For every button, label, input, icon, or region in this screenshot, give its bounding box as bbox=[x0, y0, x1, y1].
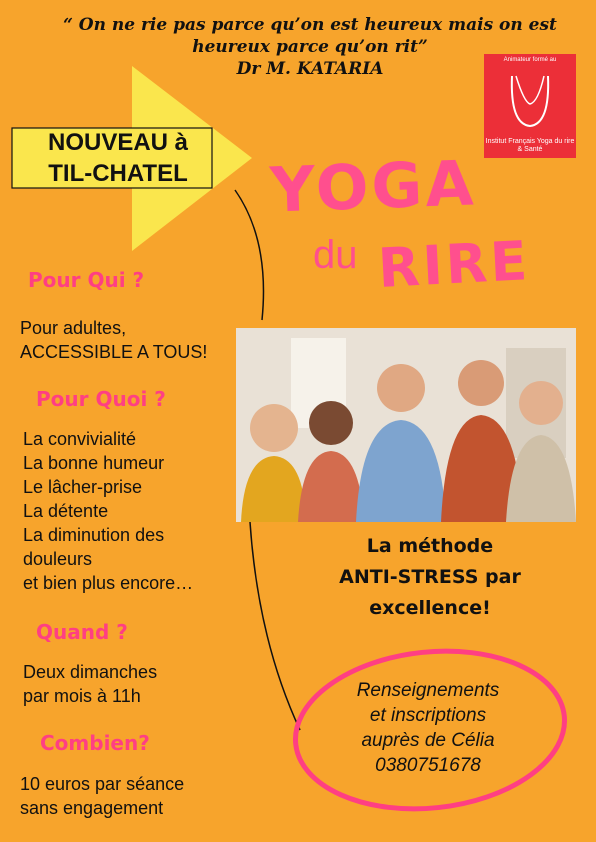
logo-bottom-text: Institut Français Yoga du rire & Santé bbox=[485, 138, 575, 153]
list-item: Pour adultes, bbox=[20, 318, 127, 338]
list-item: La convivialité bbox=[23, 429, 137, 449]
logo-top-text: Animateur formé au bbox=[503, 57, 557, 63]
section-body-pour-qui bbox=[20, 316, 207, 364]
title-du: du bbox=[313, 233, 358, 277]
list-item: La bonne humeur bbox=[23, 453, 165, 473]
title-yoga: YOGA bbox=[268, 146, 478, 227]
section-body-quand bbox=[23, 660, 157, 708]
title-rire: RIRE bbox=[376, 229, 532, 300]
quote-text: “ On ne rie pas parce qu’on est heureux mais on est heureux parce qu’on rit” bbox=[63, 15, 557, 57]
section-heading-quand: Quand ? bbox=[36, 620, 128, 644]
section-heading-pour-quoi: Pour Quoi ? bbox=[36, 387, 166, 411]
banner-line2: TIL-CHATEL bbox=[48, 160, 188, 187]
methode-line1: La méthode bbox=[366, 535, 494, 557]
group-laughing-photo bbox=[236, 328, 576, 522]
methode-line2: ANTI-STRESS par bbox=[339, 566, 521, 588]
section-body-pour-quoi bbox=[23, 427, 193, 595]
list-item: et bien plus encore… bbox=[23, 573, 194, 593]
contact-info bbox=[318, 678, 538, 778]
list-item: 10 euros par séance bbox=[20, 774, 185, 794]
contact-line2: et inscriptions bbox=[369, 705, 487, 726]
list-item: ACCESSIBLE A TOUS! bbox=[20, 342, 208, 362]
quote-author: Dr M. KATARIA bbox=[236, 59, 384, 79]
contact-line3: auprès de Célia bbox=[361, 730, 495, 751]
list-item: douleurs bbox=[23, 549, 93, 569]
section-heading-combien: Combien? bbox=[40, 731, 150, 755]
methode-text bbox=[300, 531, 560, 624]
section-heading-pour-qui: Pour Qui ? bbox=[28, 268, 145, 292]
banner-line1: NOUVEAU à bbox=[47, 129, 189, 156]
list-item: La détente bbox=[23, 501, 109, 521]
list-item: Le lâcher-prise bbox=[23, 477, 143, 497]
list-item: sans engagement bbox=[20, 798, 164, 818]
contact-phone: 0380751678 bbox=[375, 755, 481, 776]
list-item: La diminution des bbox=[23, 525, 165, 545]
section-body-combien bbox=[20, 772, 184, 820]
list-item: Deux dimanches bbox=[23, 662, 158, 682]
list-item: par mois à 11h bbox=[23, 686, 141, 706]
contact-line1: Renseignements bbox=[356, 680, 500, 701]
methode-line3: excellence! bbox=[369, 597, 491, 619]
